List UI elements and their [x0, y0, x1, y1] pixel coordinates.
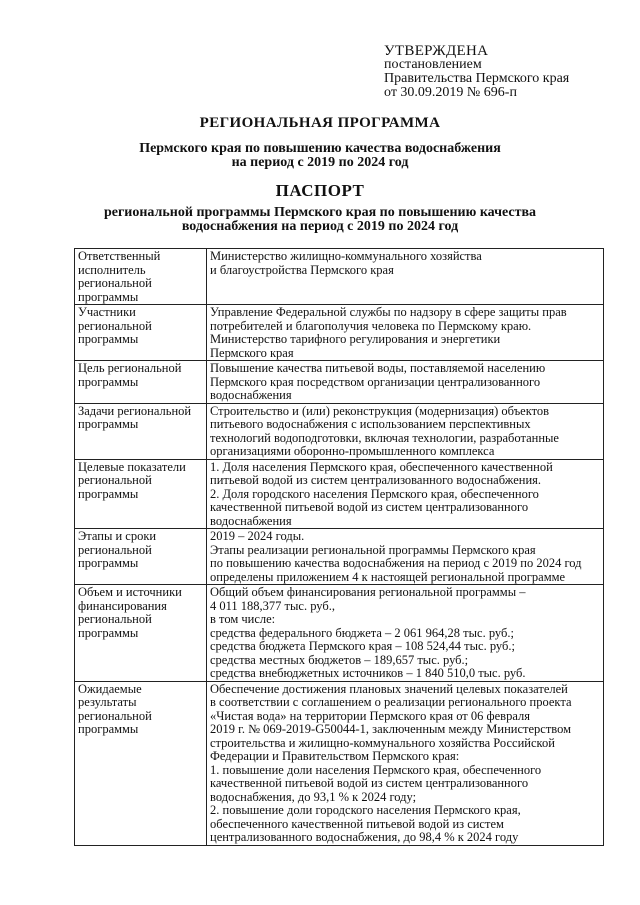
- content-line: качественной питьевой водой из систем централизованного: [210, 776, 529, 790]
- passport-row-content: [207, 585, 604, 682]
- passport-row: [75, 681, 604, 845]
- content-line: водоснабжения: [210, 388, 292, 402]
- passport-row-label: [75, 403, 207, 459]
- content-line: Управление Федеральной службы по надзору в сфере защиты прав: [210, 305, 567, 319]
- content-line: организациями оборонно-промышленного комплекса: [210, 444, 495, 458]
- content-line: 1. Доля населения Пермского края, обеспеченного качественной: [210, 459, 553, 474]
- passport-row-label: [75, 681, 207, 845]
- passport-row: [75, 585, 604, 682]
- content-line: в соответствии с соглашением о реализации регионального проекта: [210, 695, 572, 709]
- label-line: программы: [78, 722, 139, 736]
- approval-stamp: [384, 44, 569, 100]
- passport-row: [75, 459, 604, 529]
- passport-row-content: [207, 681, 604, 845]
- passport-row-content: [207, 459, 604, 529]
- content-line: Министерство тарифного регулирования и энергетики: [210, 332, 501, 346]
- passport-table-body: [75, 249, 604, 846]
- program-subtitle: [0, 142, 640, 170]
- label-line: региональной: [78, 473, 152, 487]
- label-line: Задачи региональной: [78, 403, 192, 418]
- passport-row-label: [75, 529, 207, 585]
- content-line: средства внебюджетных источников – 1 840 510,0 тыс. руб.: [210, 666, 526, 680]
- content-line: обеспеченного качественной питьевой водой из систем: [210, 816, 504, 831]
- passport-row: [75, 361, 604, 404]
- passport-title: ПАСПОРТ: [275, 181, 365, 200]
- label-line: программы: [78, 556, 139, 570]
- content-line: определены приложением 4 к настоящей региональной программе: [210, 569, 566, 584]
- program-subtitle-line: Пермского края по повышению качества водоснабжения: [139, 141, 501, 156]
- content-line: средства федерального бюджета – 2 061 964,28 тыс. руб.;: [210, 625, 514, 640]
- label-line: результаты: [78, 695, 137, 709]
- label-line: программы: [78, 417, 139, 431]
- label-line: финансирования: [78, 598, 167, 613]
- passport-subtitle-line: водоснабжения на период с 2019 по 2024 год: [181, 219, 459, 234]
- content-line: технологий водоподготовки, включая технологии, разработанные: [210, 430, 559, 445]
- label-line: Ожидаемые: [78, 681, 142, 696]
- label-line: программы: [78, 332, 139, 346]
- label-line: региональной: [78, 612, 152, 626]
- content-line: потребителей и благополучия человека по Пермскому краю.: [210, 318, 532, 333]
- passport-row-label: [75, 361, 207, 404]
- content-line: централизованного водоснабжения, до 98,4 % к 2024 году: [210, 830, 519, 844]
- label-line: Цель региональной: [78, 361, 182, 375]
- label-line: программы: [78, 486, 139, 501]
- content-line: строительства и жилищно-коммунального хозяйства Российской: [210, 735, 555, 750]
- approval-line: Правительства Пермского края: [384, 71, 570, 86]
- content-line: Федерации и Правительством Пермского края:: [210, 749, 460, 763]
- content-line: Общий объем финансирования региональной программы –: [210, 585, 526, 599]
- passport-row: [75, 529, 604, 585]
- content-line: 2019 – 2024 годы.: [210, 529, 305, 543]
- passport-row-content: [207, 305, 604, 361]
- content-line: средства бюджета Пермского края – 108 524,44 тыс. руб.;: [210, 639, 515, 653]
- content-line: качественной питьевой водой из систем централизованного: [210, 500, 529, 514]
- content-line: 2. повышение доли городского населения Пермского края,: [210, 803, 521, 817]
- passport-row-content: [207, 403, 604, 459]
- label-line: программы: [78, 374, 139, 389]
- passport-subtitle: [0, 206, 640, 234]
- label-line: региональной: [78, 708, 152, 723]
- program-subtitle-line: на период с 2019 по 2024 год: [231, 155, 409, 170]
- content-line: питьевой водой из систем централизованного водоснабжения.: [210, 473, 542, 487]
- label-line: региональной: [78, 542, 152, 557]
- passport-row: [75, 249, 604, 305]
- passport-row-label: [75, 249, 207, 305]
- document-title-block: [0, 116, 640, 234]
- passport-row-label: [75, 459, 207, 529]
- content-line: водоснабжения, до 93,1 % к 2024 году;: [210, 789, 417, 804]
- label-line: региональной: [78, 318, 152, 333]
- content-line: по повышению качества водоснабжения на период с 2019 по 2024 год: [210, 556, 582, 570]
- passport-row-content: [207, 529, 604, 585]
- content-line: Пермского края посредством организации централизованного: [210, 374, 541, 389]
- label-line: Объем и источники: [78, 585, 182, 599]
- content-line: Министерство жилищно-коммунального хозяйства: [210, 249, 482, 263]
- content-line: и благоустройства Пермского края: [210, 262, 394, 277]
- content-line: 1. повышение доли населения Пермского края, обеспеченного: [210, 762, 542, 777]
- passport-row: [75, 403, 604, 459]
- label-line: Целевые показатели: [78, 459, 186, 474]
- content-line: в том числе:: [210, 612, 276, 626]
- content-line: Этапы реализации региональной программы Пермского края: [210, 542, 536, 557]
- passport-row-label: [75, 585, 207, 682]
- approval-line: постановлением: [384, 57, 482, 72]
- approval-date-number: от 30.09.2019 № 696-п: [384, 85, 517, 100]
- content-line: 2019 г. № 069-2019-G50044-1, заключенным между Министерством: [210, 722, 572, 736]
- passport-row-content: [207, 361, 604, 404]
- content-line: Пермского края: [210, 345, 294, 360]
- content-line: Повышение качества питьевой воды, поставляемой населению: [210, 361, 546, 375]
- approval-word: УТВЕРЖДЕНА: [384, 43, 489, 59]
- label-line: программы: [78, 289, 139, 304]
- content-line: Обеспечение достижения плановых значений целевых показателей: [210, 681, 568, 696]
- content-line: средства местных бюджетов – 189,657 тыс. руб.;: [210, 652, 469, 667]
- label-line: Этапы и сроки: [78, 529, 157, 543]
- content-line: 2. Доля городского населения Пермского края, обеспеченного: [210, 486, 539, 501]
- passport-subtitle-line: региональной программы Пермского края по повышению качества: [103, 205, 537, 220]
- label-line: Ответственный: [78, 249, 161, 263]
- content-line: водоснабжения: [210, 513, 292, 528]
- content-line: 4 011 188,377 тыс. руб.,: [210, 598, 335, 613]
- content-line: Строительство и (или) реконструкция (модернизация) объектов: [210, 403, 550, 418]
- label-line: региональной: [78, 276, 152, 290]
- content-line: питьевого водоснабжения с использованием перспективных: [210, 417, 531, 431]
- program-title: РЕГИОНАЛЬНАЯ ПРОГРАММА: [199, 115, 441, 131]
- passport-table: [74, 248, 604, 846]
- label-line: Участники: [78, 305, 136, 319]
- content-line: «Чистая вода» на территории Пермского края от 06 февраля: [210, 708, 530, 723]
- passport-row-content: [207, 249, 604, 305]
- passport-row-label: [75, 305, 207, 361]
- passport-row: [75, 305, 604, 361]
- label-line: программы: [78, 625, 139, 640]
- label-line: исполнитель: [78, 262, 146, 277]
